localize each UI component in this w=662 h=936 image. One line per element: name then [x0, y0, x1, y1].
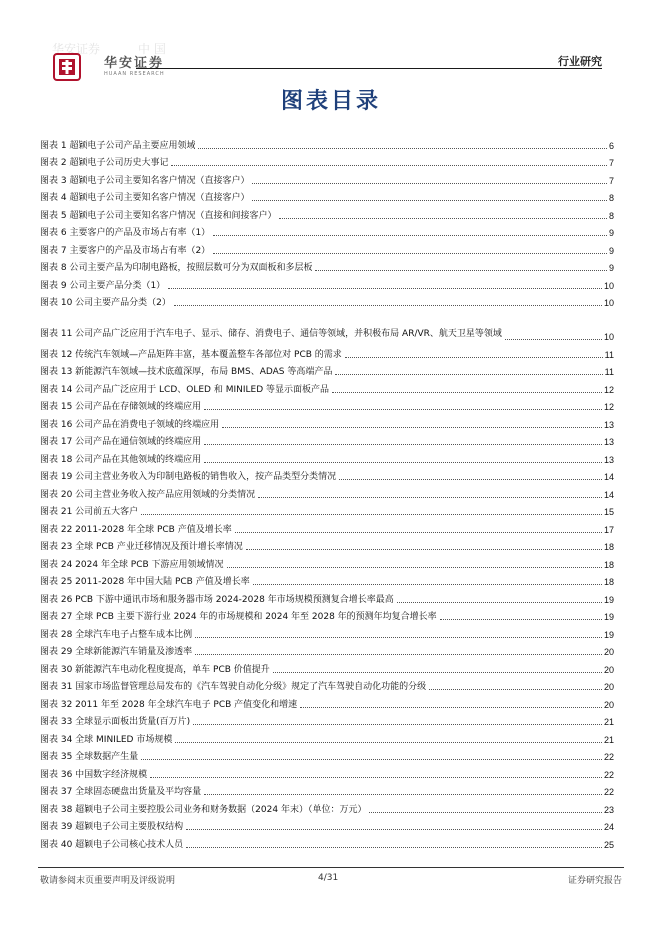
page-header	[38, 40, 624, 80]
toc-dot-leader	[273, 672, 602, 673]
toc-dot-leader	[300, 707, 602, 708]
faint-watermark-text: 华安证券	[52, 42, 101, 56]
toc-entry[interactable]	[40, 658, 614, 676]
toc-entry[interactable]	[40, 763, 614, 781]
toc-dot-leader	[397, 602, 602, 603]
toc-entry-label: 图表 39 超颖电子公司主要股权结构	[40, 822, 184, 832]
toc-entry[interactable]	[40, 309, 614, 343]
toc-entry-label: 图表 20 公司主营业务收入按产品应用领域的分类情况	[40, 489, 256, 500]
toc-dot-leader	[429, 689, 602, 690]
faint-watermark-text-2: 中 国	[138, 42, 166, 56]
toc-dot-leader	[335, 374, 602, 375]
company-logo-icon	[52, 52, 98, 82]
toc-entry[interactable]	[40, 536, 614, 554]
toc-entry[interactable]	[40, 134, 614, 152]
toc-entry[interactable]	[40, 413, 614, 431]
toc-page-number: 21	[603, 734, 614, 745]
toc-dot-leader	[505, 339, 602, 340]
toc-dot-leader	[339, 479, 602, 480]
toc-dot-leader	[332, 392, 602, 393]
toc-entry-label: 图表 38 超颖电子公司主要控股公司业务和财务数据（2024 年末）（单位：万元）	[40, 804, 367, 815]
page-title: 图表目录	[280, 88, 381, 114]
toc-entry[interactable]	[40, 448, 614, 466]
toc-entry-label: 图表 23 全球 PCB 产业迁移情况及预计增长率情况	[40, 542, 243, 552]
toc-entry-label: 图表 2 超颖电子公司历史大事记	[40, 158, 169, 168]
toc-dot-leader	[235, 532, 602, 533]
toc-entry-label: 图表 36 中国数字经济规模	[40, 769, 148, 780]
toc-page-number: 20	[603, 699, 614, 710]
toc-dot-leader	[150, 777, 602, 778]
toc-dot-leader	[213, 253, 607, 254]
toc-entry[interactable]	[40, 693, 614, 711]
toc-entry-label: 图表 8 公司主要产品为印制电路板，按照层数可分为双面板和多层板	[40, 263, 313, 273]
toc-entry[interactable]	[40, 501, 614, 519]
toc-entry[interactable]	[40, 553, 614, 571]
toc-dot-leader	[369, 812, 602, 813]
toc-entry-label: 图表 40 超颖电子公司核心技术人员	[40, 839, 184, 850]
toc-entry-label: 图表 31 国家市场监督管理总局发布的《汽车驾驶自动化分级》规定了汽车驾驶自动化功能的分级	[40, 682, 427, 692]
toc-entry[interactable]	[40, 781, 614, 799]
toc-entry-label: 图表 24 2024 年全球 PCB 下游应用领域情况	[40, 559, 224, 570]
toc-dot-leader	[315, 270, 607, 271]
toc-dot-leader	[195, 654, 602, 655]
toc-dot-leader	[279, 218, 607, 219]
toc-dot-leader	[345, 357, 603, 358]
toc-entry-label: 图表 12 传统汽车领域—产品矩阵丰富，基本覆盖整车各部位对 PCB 的需求	[40, 349, 342, 360]
toc-entry-label: 图表 27 全球 PCB 主要下游行业 2024 年的市场规模和 2024 年至 2028 年的预测年均复合增长率	[40, 612, 437, 622]
toc-page-number: 17	[603, 524, 614, 535]
toc-entry[interactable]	[40, 204, 614, 222]
footer-disclaimer: 敬请参阅末页重要声明及评级说明	[40, 876, 176, 886]
toc-page-number: 19	[603, 612, 614, 622]
report-category: 行业研究	[558, 55, 602, 68]
toc-page-number: 18	[603, 542, 614, 552]
toc-entry-label: 图表 26 PCB 下游中通讯市场和服务器市场 2024-2028 年市场规模预测复合增长率最高	[40, 594, 394, 605]
toc-entry-label: 图表 35 全球数据产生量	[40, 752, 139, 762]
toc-entry-label: 图表 28 全球汽车电子占整车成本比例	[40, 629, 193, 640]
toc-page-number: 14	[603, 489, 614, 500]
toc-page-number: 13	[603, 419, 614, 430]
toc-entry-label: 图表 3 超颖电子公司主要知名客户情况（直接客户）	[40, 175, 250, 186]
toc-entry[interactable]	[40, 606, 614, 624]
toc-dot-leader	[227, 567, 602, 568]
toc-page-number: 7	[608, 158, 614, 168]
toc-entry-label: 图表 4 超颖电子公司主要知名客户情况（直接客户）	[40, 193, 250, 203]
toc-entry-label: 图表 14 公司产品广泛应用于 LCD、OLED 和 MINILED 等显示面板产品	[40, 384, 329, 395]
toc-entry[interactable]	[40, 711, 614, 729]
toc-page-number: 10	[603, 332, 614, 342]
toc-page-number: 23	[603, 804, 614, 815]
toc-page-number: 21	[603, 717, 614, 727]
toc-dot-leader	[141, 759, 602, 760]
toc-entry-label: 图表 16 公司产品在消费电子领域的终端应用	[40, 419, 220, 430]
toc-entry-label: 图表 13 新能源汽车领域—技术底蕴深厚，布局 BMS、ADAS 等高端产品	[40, 367, 333, 377]
toc-entry[interactable]	[40, 257, 614, 275]
toc-dot-leader	[168, 288, 602, 289]
toc-dot-leader	[175, 742, 602, 743]
toc-entry[interactable]	[40, 187, 614, 205]
footer-report-type: 证券研究报告	[567, 876, 622, 886]
toc-page-number: 13	[603, 437, 614, 447]
toc-page-number: 19	[603, 594, 614, 605]
toc-entry-label: 图表 1 超颖电子公司产品主要应用领域	[40, 140, 196, 151]
toc-page-number: 12	[603, 402, 614, 412]
toc-entry-label: 图表 25 2011-2028 年中国大陆 PCB 产值及增长率	[40, 577, 250, 587]
toc-page-number: 9	[608, 263, 614, 273]
toc-page-number: 22	[603, 752, 614, 762]
toc-dot-leader	[204, 462, 602, 463]
toc-entry[interactable]	[40, 274, 614, 292]
toc-dot-leader	[186, 829, 602, 830]
toc-dot-leader	[174, 305, 602, 306]
toc-page-number: 22	[603, 787, 614, 797]
toc-dot-leader	[195, 637, 602, 638]
toc-entry-label: 图表 7 主要客户的产品及市场占有率（2）	[40, 245, 211, 256]
toc-entry[interactable]	[40, 798, 614, 816]
toc-dot-leader	[141, 514, 602, 515]
toc-entry-label: 图表 17 公司产品在通信领域的终端应用	[40, 437, 202, 447]
toc-entry-label: 图表 15 公司产品在存储领域的终端应用	[40, 402, 202, 412]
toc-page-number: 24	[603, 822, 614, 832]
toc-entry[interactable]	[40, 361, 614, 379]
toc-dot-leader	[198, 148, 607, 149]
toc-entry[interactable]	[40, 378, 614, 396]
toc-entry-label: 图表 21 公司前五大客户	[40, 507, 139, 517]
toc-entry-label: 图表 37 全球固态硬盘出货量及平均容量	[40, 787, 202, 797]
toc-page-number: 9	[608, 228, 614, 238]
toc-page-number: 25	[603, 839, 614, 850]
toc-entry-label: 图表 5 超颖电子公司主要知名客户情况（直接和间接客户）	[40, 210, 277, 221]
toc-entry-label: 图表 11 公司产品广泛应用于汽车电子、显示、储存、消费电子、通信等领域，并积极布局 AR/VR、航天卫星等领域	[40, 329, 502, 339]
toc-dot-leader	[222, 427, 602, 428]
toc-entry[interactable]	[40, 152, 614, 170]
toc-entry[interactable]	[40, 292, 614, 310]
toc-dot-leader	[204, 444, 602, 445]
toc-entry[interactable]	[40, 518, 614, 536]
toc-page-number: 10	[603, 280, 614, 291]
toc-dot-leader	[193, 724, 602, 725]
toc-entry-label: 图表 6 主要客户的产品及市场占有率（1）	[40, 228, 211, 238]
toc-page-number: 11	[604, 367, 614, 377]
toc-entry[interactable]	[40, 571, 614, 589]
toc-dot-leader	[253, 584, 602, 585]
toc-entry-label: 图表 10 公司主要产品分类（2）	[40, 298, 171, 308]
toc-entry[interactable]	[40, 728, 614, 746]
toc-entry-label: 图表 18 公司产品在其他领域的终端应用	[40, 454, 202, 465]
toc-page-number: 14	[603, 472, 614, 482]
toc-page-number: 15	[603, 507, 614, 517]
toc-entry[interactable]	[40, 833, 614, 851]
toc-entry[interactable]	[40, 641, 614, 659]
toc-entry-label: 图表 19 公司主营业务收入为印制电路板的销售收入，按产品类型分类情况	[40, 472, 337, 482]
toc-entry-label: 图表 29 全球新能源汽车销量及渗透率	[40, 647, 193, 657]
toc-dot-leader	[186, 847, 602, 848]
toc-entry-label: 图表 34 全球 MINILED 市场规模	[40, 734, 173, 745]
toc-entry[interactable]	[40, 676, 614, 694]
toc-entry[interactable]	[40, 343, 614, 361]
toc-entry-label: 图表 22 2011-2028 年全球 PCB 产值及增长率	[40, 524, 232, 535]
toc-dot-leader	[246, 549, 602, 550]
toc-page-number: 9	[608, 245, 614, 256]
toc-page-number: 11	[604, 349, 614, 360]
toc-page-number: 19	[603, 629, 614, 640]
toc-entry[interactable]	[40, 239, 614, 257]
toc-dot-leader	[171, 165, 607, 166]
toc-page-number: 20	[603, 647, 614, 657]
toc-page-number: 13	[603, 454, 614, 465]
toc-entry-label: 图表 33 全球显示面板出货量(百万片)	[40, 717, 191, 727]
toc-dot-leader	[252, 183, 607, 184]
figure-index-list	[40, 134, 614, 851]
toc-dot-leader	[258, 497, 602, 498]
toc-page-number: 20	[603, 682, 614, 692]
toc-page-number: 8	[608, 210, 614, 221]
toc-page-number: 7	[608, 175, 614, 186]
toc-entry[interactable]	[40, 623, 614, 641]
toc-page-number: 10	[603, 298, 614, 308]
toc-page-number: 20	[603, 664, 614, 675]
toc-entry-label: 图表 32 2011 年至 2028 年全球汽车电子 PCB 产值变化和增速	[40, 699, 298, 710]
toc-entry[interactable]	[40, 483, 614, 501]
toc-entry[interactable]	[40, 816, 614, 834]
toc-dot-leader	[440, 619, 602, 620]
toc-dot-leader	[252, 200, 607, 201]
logo-english-name: HUAAN RESEARCH	[104, 71, 165, 77]
header-divider	[136, 68, 602, 69]
logo-chinese-name: 华安证券	[104, 56, 165, 71]
toc-page-number: 18	[603, 577, 614, 587]
toc-entry[interactable]	[40, 222, 614, 240]
footer-page-number: 4/31	[318, 873, 339, 883]
toc-dot-leader	[204, 409, 602, 410]
toc-entry[interactable]	[40, 431, 614, 449]
toc-dot-leader	[213, 235, 607, 236]
toc-entry[interactable]	[40, 746, 614, 764]
toc-entry[interactable]	[40, 588, 614, 606]
toc-page-number: 8	[608, 193, 614, 203]
toc-dot-leader	[204, 794, 602, 795]
toc-page-number: 22	[603, 769, 614, 780]
toc-entry-label: 图表 9 公司主要产品分类（1）	[40, 280, 166, 291]
toc-entry[interactable]	[40, 466, 614, 484]
toc-page-number: 6	[608, 140, 614, 151]
toc-entry[interactable]	[40, 396, 614, 414]
toc-entry[interactable]	[40, 169, 614, 187]
toc-page-number: 12	[603, 384, 614, 395]
footer-divider	[38, 867, 624, 868]
toc-entry-label: 图表 30 新能源汽车电动化程度提高，单车 PCB 价值提升	[40, 664, 270, 675]
toc-page-number: 18	[603, 559, 614, 570]
